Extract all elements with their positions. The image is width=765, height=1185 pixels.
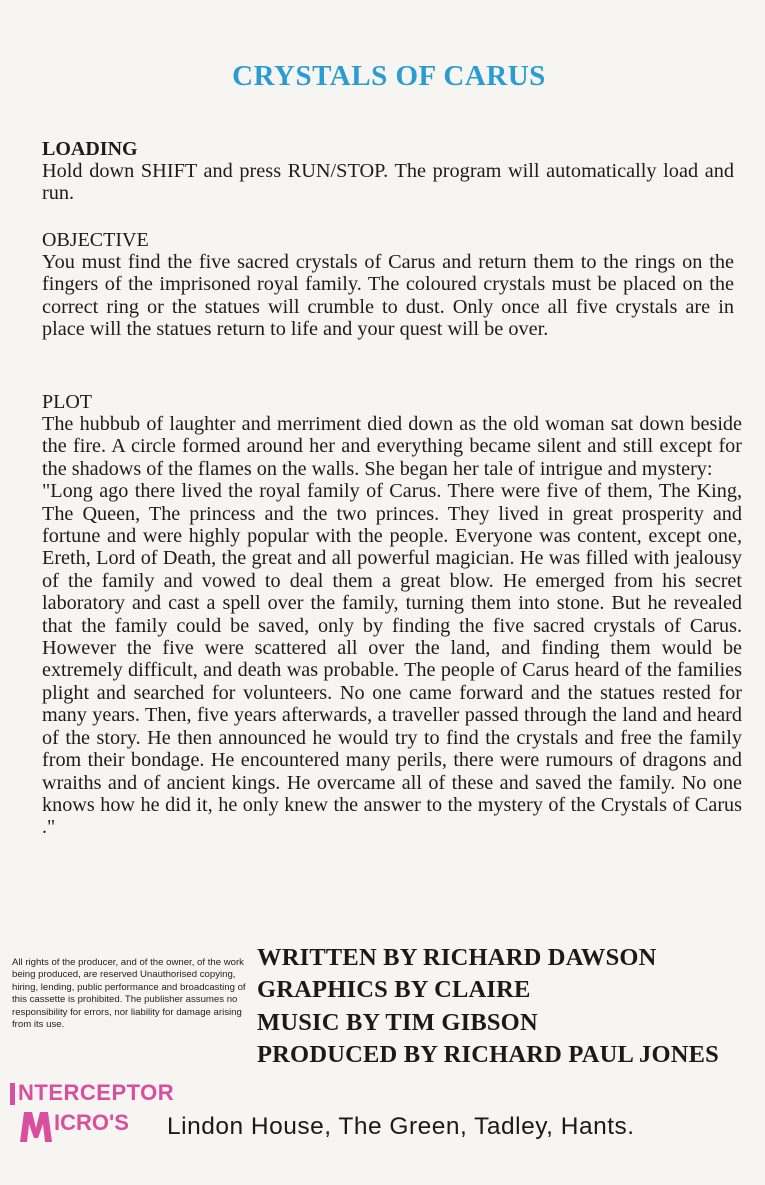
- game-title: CRYSTALS OF CARUS: [232, 60, 546, 92]
- credit-graphics: GRAPHICS BY CLAIRE: [257, 976, 531, 1004]
- objective-text: You must find the five sacred crystals of Carus and return them to the rings on the fingers of the imprisoned royal family. The coloured crystals must be placed on the correct ring or the statues will crumble to dust. Only once all five crystals are in place will the statues return to life and your quest will be over.: [42, 251, 734, 341]
- credit-produced: PRODUCED BY RICHARD PAUL JONES: [257, 1040, 720, 1068]
- credits-block: [257, 942, 757, 1071]
- loading-heading: LOADING: [42, 138, 138, 160]
- credit-music: MUSIC BY TIM GIBSON: [257, 1008, 538, 1036]
- rights-notice: All rights of the producer, and of the owner, of the work being produced, are reserved Unauthorised copying, hiring, lending, public performance and broadcasting of this cassette is prohibited. The publisher assumes no responsibility for errors, nor liability for damage arising from its use.: [12, 957, 246, 1031]
- plot-section: [42, 391, 742, 839]
- plot-heading: PLOT: [42, 391, 92, 413]
- plot-intro: The hubbub of laughter and merriment died down as the old woman sat down beside the fire. A circle formed around her and everything became silent and still except for the shadows of the flames on the walls. She began her tale of intrigue and mystery:: [42, 413, 742, 480]
- logo-line2: ICRO'S: [54, 1110, 129, 1135]
- loading-text: Hold down SHIFT and press RUN/STOP. The program will automatically load and run.: [42, 160, 734, 205]
- objective-section: [42, 229, 734, 341]
- loading-section: [42, 138, 734, 205]
- objective-heading: OBJECTIVE: [42, 229, 149, 251]
- logo-line1: NTERCEPTOR: [18, 1080, 175, 1105]
- publisher-address: Lindon House, The Green, Tadley, Hants.: [167, 1113, 635, 1140]
- plot-story: "Long ago there lived the royal family of Carus. There were five of them, The King, The Queen, The princess and the two princes. They lived in great prosperity and fortune and were highly popular with the people. Everyone was content, except one, Ereth, Lord of Death, the great and all powerful magician. He was filled with jealousy of the family and vowed to deal them a great blow. He emerged from his secret laboratory and cast a spell over the family, turning them into stone. But he revealed that the family could be saved, only by finding the five sacred crystals of Carus. However the five were scattered all over the land, and finding them would be extremely difficult, and death was probable. The people of Carus heard of the families plight and searched for volunteers. No one came forward and the statues rested for many years. Then, five years afterwards, a traveller passed through the land and heard of the story. He then announced he would try to find the crystals and free the family from their bondage. He encountered many perils, there were rumours of dragons and wraiths and of ancient kings. He overcame all of these and saved the family. No one knows how he did it, he only knew the answer to the mystery of the Crystals of Carus .": [42, 480, 742, 839]
- credit-written: WRITTEN BY RICHARD DAWSON: [257, 944, 657, 971]
